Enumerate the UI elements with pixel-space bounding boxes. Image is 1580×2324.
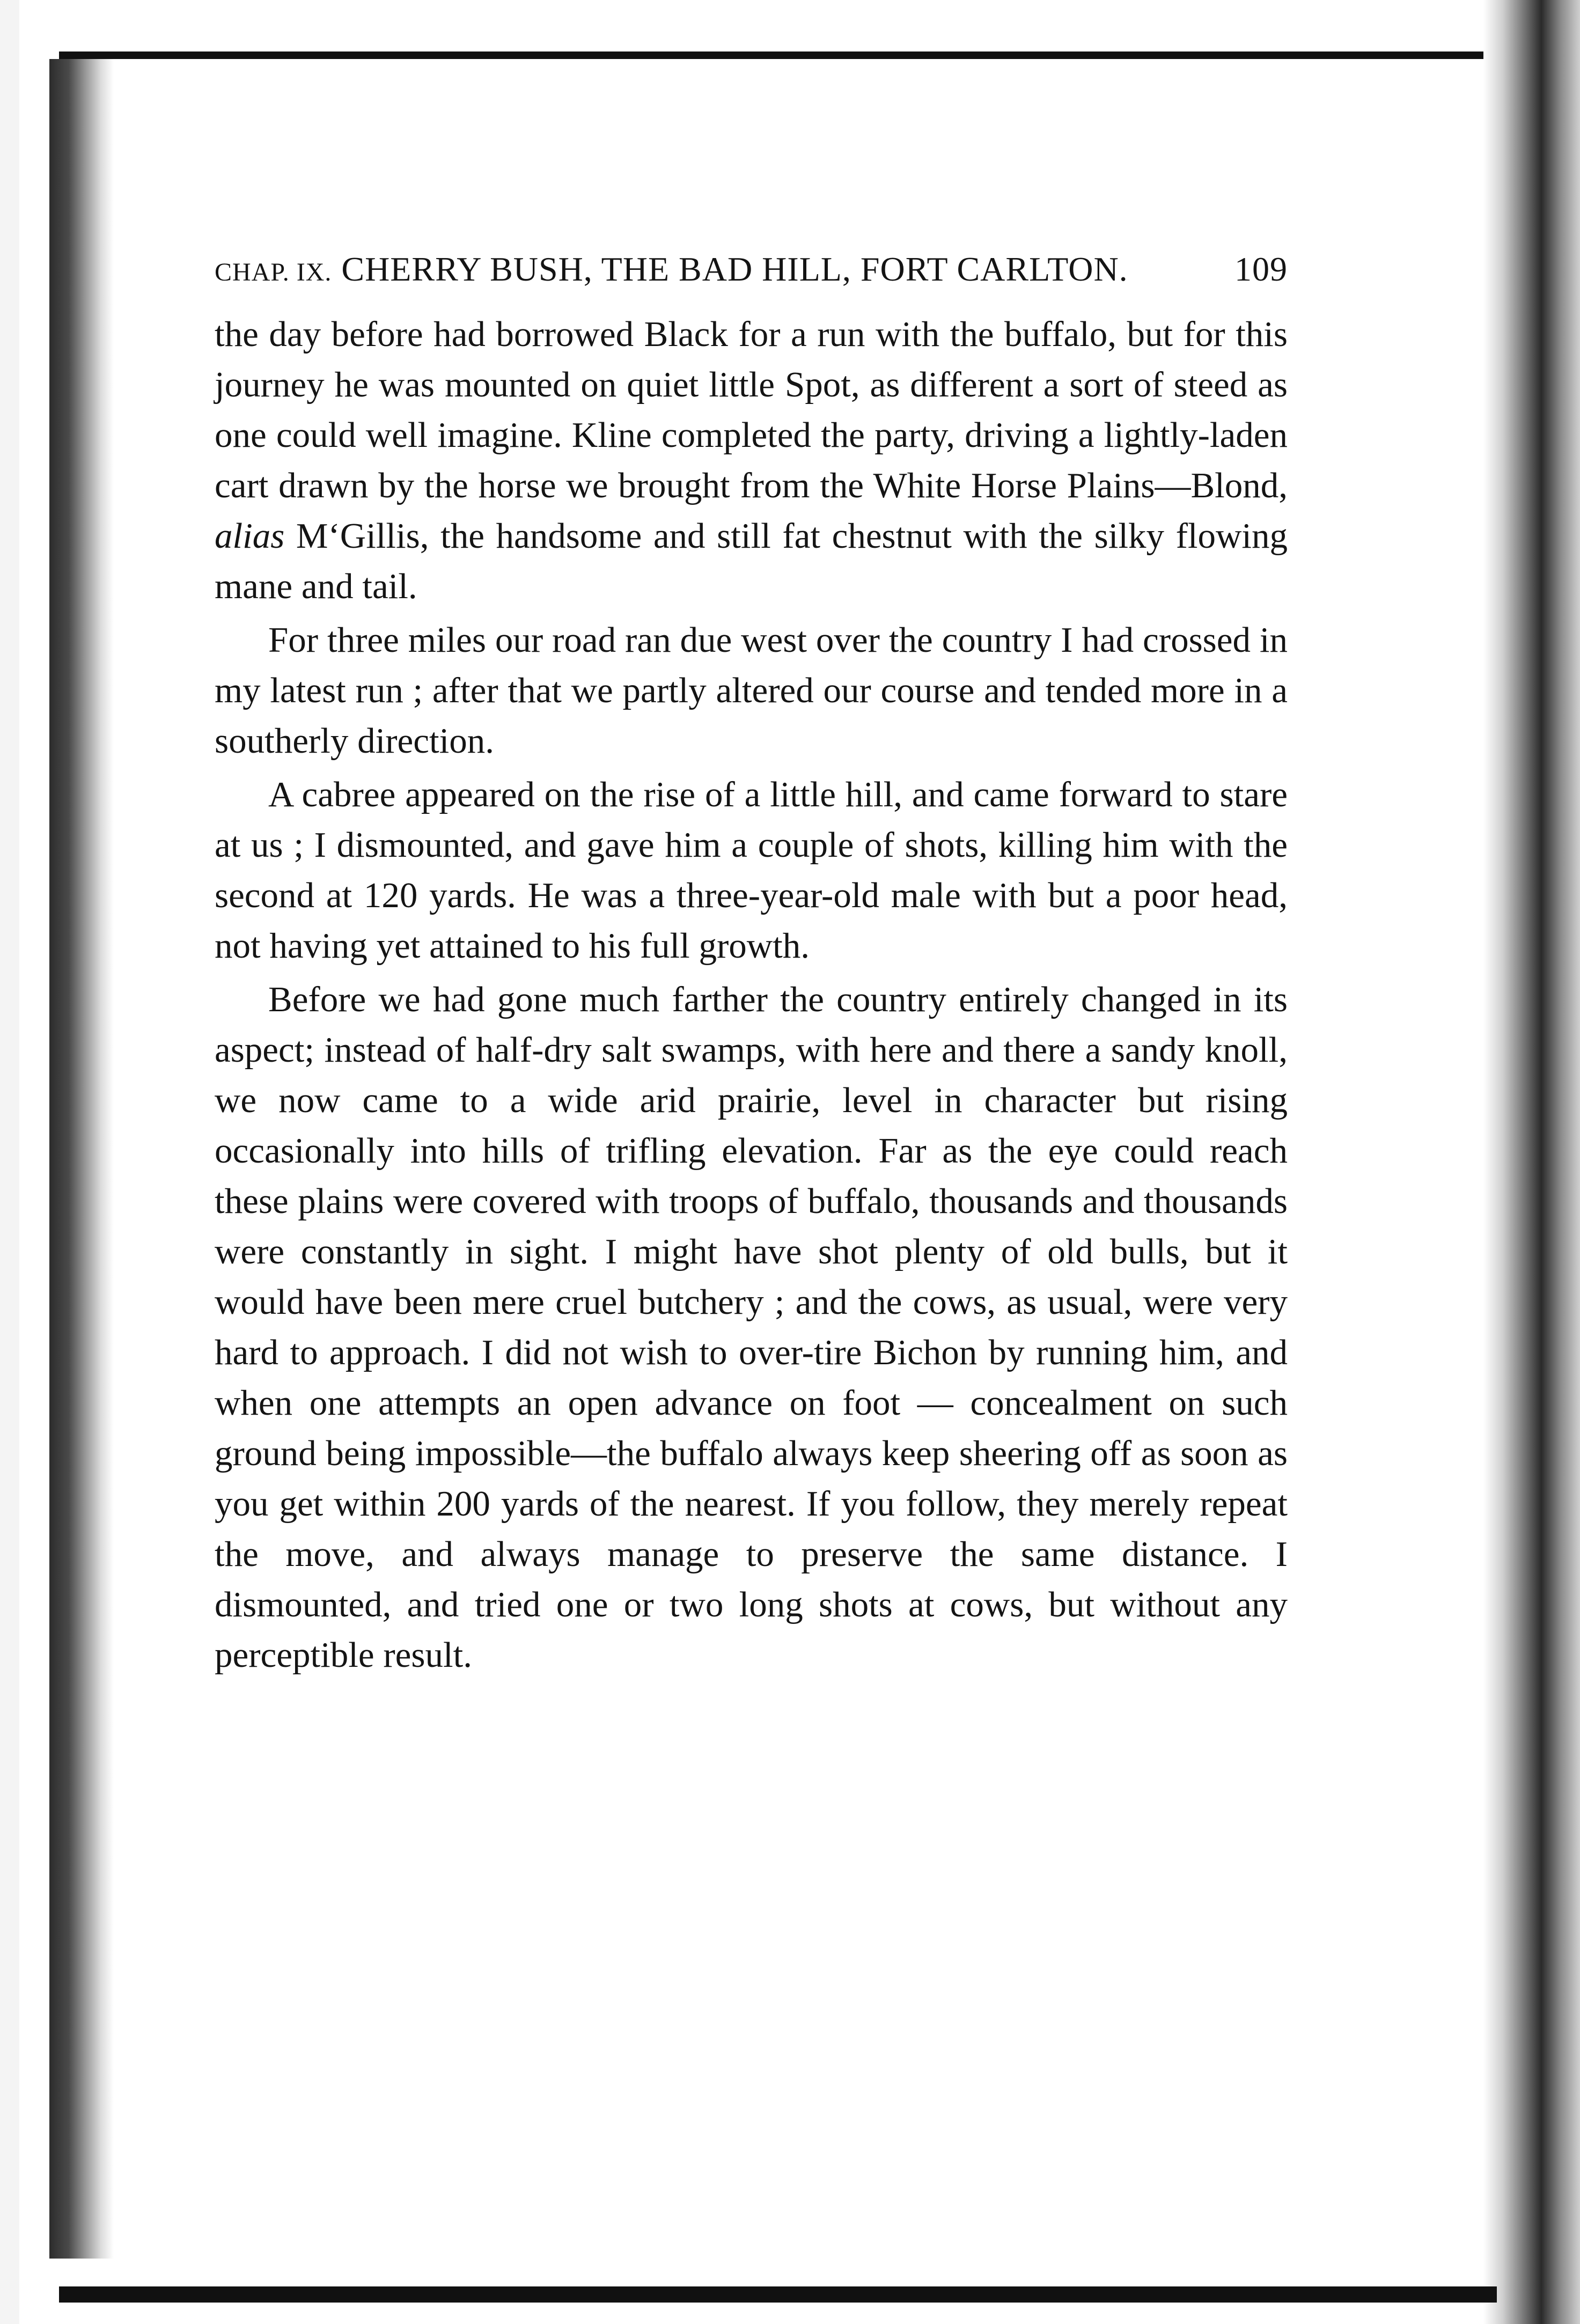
paragraph-1 bbox=[215, 309, 1288, 612]
scan-left-margin bbox=[0, 0, 19, 2324]
italic-alias: alias bbox=[215, 516, 285, 556]
running-head-title: CHERRY BUSH, THE BAD HILL, FORT CARLTON. bbox=[341, 250, 1128, 288]
paragraph-1-text-cont: M‘Gillis, the handsome and still fat chestnut with the silky flowing mane and tail. bbox=[215, 516, 1288, 606]
scan-right-edge bbox=[1483, 0, 1580, 2324]
paragraph-2: For three miles our road ran due west over the country I had crossed in my latest run ; after that we partly altered our course and tended more in a southerly direction. bbox=[215, 620, 1288, 761]
paragraph-3: A cabree appeared on the rise of a little hill, and came forward to stare at us ; I dismounted, and gave him a couple of shots, killing him with the second at 120 yards. He was a three-year-old male with but a poor head, not having yet attained to his full growth. bbox=[215, 775, 1288, 966]
running-head bbox=[215, 252, 1288, 286]
scan-bottom-edge bbox=[59, 2286, 1497, 2303]
paragraph-4: Before we had gone much farther the country entirely changed in its aspect; instead of half-dry salt swamps, with here and there a sandy knoll, we now came to a wide arid prairie, level in character but rising occasionally into hills of trifling elevation. Far as the eye could reach these plains were covered with troops of buffalo, thousands and thousands were constantly in sight. I might have shot plenty of old bulls, but it would have been mere cruel butchery ; and the cows, as usual, were very hard to approach. I did not wish to over-tire Bichon by running him, and when one attempts an open advance on foot — concealment on such ground being impossible—the buffalo always keep sheering off as soon as you get within 200 yards of the nearest. If you follow, they merely repeat the move, and always manage to preserve the same distance. I dismounted, and tried one or two long shots at cows, but without any perceptible result. bbox=[215, 980, 1288, 1675]
paragraph-1-text: the day before had borrowed Black for a run with the buffalo, but for this journey he was mounted on quiet little Spot, as different a sort of steed as one could well imagine. Kline completed the party, driving a lightly-laden cart drawn by the horse we brought from the White Horse Plains—Blond, bbox=[215, 314, 1288, 505]
scan-top-edge bbox=[59, 52, 1497, 59]
binding-shadow bbox=[49, 59, 114, 2259]
page-number: 109 bbox=[1234, 250, 1288, 288]
book-page bbox=[215, 252, 1288, 1683]
chapter-label: CHAP. IX. bbox=[215, 258, 332, 286]
